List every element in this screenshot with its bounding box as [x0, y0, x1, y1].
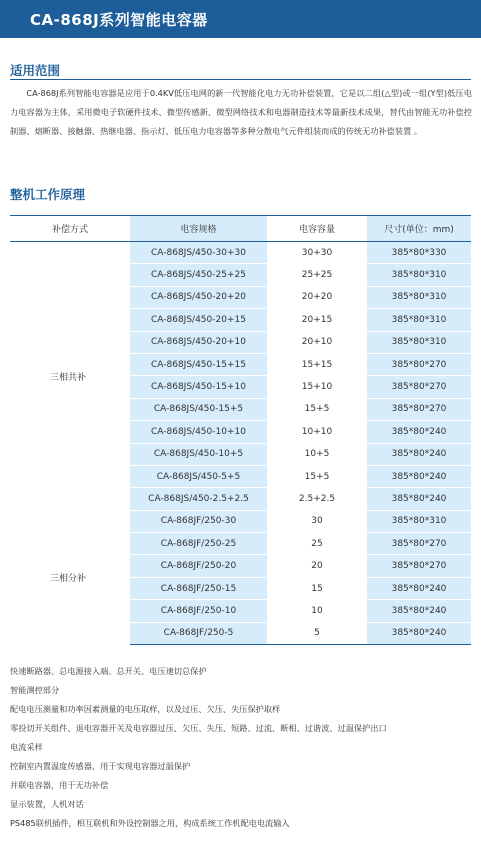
size-cell: 385*80*310 [367, 331, 471, 353]
capacity-cell: 2.5+2.5 [267, 488, 367, 510]
note-line: 智能测控部分 [10, 685, 60, 695]
compensation-mode-cell: 三相共补 [10, 242, 130, 511]
spec-cell: CA-868JF/250-5 [130, 622, 267, 644]
size-cell: 385*80*270 [367, 533, 471, 555]
size-cell: 385*80*240 [367, 443, 471, 465]
capacity-cell: 10+10 [267, 421, 367, 443]
table-row [10, 510, 471, 532]
size-cell: 385*80*240 [367, 600, 471, 622]
size-cell: 385*80*240 [367, 622, 471, 644]
size-cell: 385*80*310 [367, 309, 471, 331]
capacity-cell: 30+30 [267, 242, 367, 264]
spec-cell: CA-868JS/450-5+5 [130, 465, 267, 487]
table-header-row [10, 216, 471, 242]
note-line: 零投切开关组件、退电容器开关及电容器过压、欠压、失压、短路、过流、断相、过谐波、过温保护出口 [10, 723, 387, 733]
header-capacity: 电容容量 [267, 216, 367, 242]
capacity-cell: 10+5 [267, 443, 367, 465]
table-row [10, 242, 471, 264]
size-cell: 385*80*240 [367, 421, 471, 443]
spec-cell: CA-868JF/250-30 [130, 510, 267, 532]
spec-cell: CA-868JF/250-15 [130, 577, 267, 599]
note-line: 显示装置，人机对话 [10, 799, 84, 809]
spec-cell: CA-868JS/450-10+5 [130, 443, 267, 465]
scope-paragraph: CA-868J系列智能电容器是应用于0.4KV低压电网的新一代智能化电力无功补偿装置，它是以二组(△型)或一组(Y型)低压电力电容器为主体，采用微电子软硬件技术、微型传感新、微型网络技术和电器制造技术等最新技术成果，替代由智能无功补偿控制器、熔断器、接触器、热继电器、指示灯、低压电力电容器等多种分散电气元件组装而成的传统无功补偿装置 。 [10, 88, 472, 136]
capacity-cell: 25+25 [267, 264, 367, 286]
size-cell: 385*80*330 [367, 242, 471, 264]
size-cell: 385*80*310 [367, 264, 471, 286]
capacity-cell: 5 [267, 622, 367, 644]
spec-cell: CA-868JS/450-10+10 [130, 421, 267, 443]
spec-cell: CA-868JS/450-15+5 [130, 398, 267, 420]
notes-list [10, 662, 475, 833]
capacity-cell: 10 [267, 600, 367, 622]
header-spec: 电容规格 [130, 216, 267, 242]
size-cell: 385*80*270 [367, 353, 471, 375]
size-cell: 385*80*240 [367, 465, 471, 487]
note-line: 快速断路器、总电源接入端、总开关、电压速切总保护 [10, 666, 207, 676]
note-line: 控制室内置温度传感器，用于实现电容器过温保护 [10, 761, 191, 771]
size-cell: 385*80*270 [367, 398, 471, 420]
capacity-cell: 20 [267, 555, 367, 577]
note-line: 并联电容器，用于无功补偿 [10, 780, 109, 790]
size-cell: 385*80*310 [367, 510, 471, 532]
spec-table [10, 215, 471, 645]
spec-cell: CA-868JS/450-15+15 [130, 353, 267, 375]
capacity-cell: 20+15 [267, 309, 367, 331]
note-line: 电流采样 [10, 742, 43, 752]
capacity-cell: 25 [267, 533, 367, 555]
capacity-cell: 15+15 [267, 353, 367, 375]
spec-cell: CA-868JS/450-25+25 [130, 264, 267, 286]
capacity-cell: 15+5 [267, 465, 367, 487]
size-cell: 385*80*240 [367, 577, 471, 599]
scope-heading: 适用范围 [10, 63, 61, 78]
spec-cell: CA-868JS/450-20+20 [130, 286, 267, 308]
note-line: 配电电压测量和功率因素测量的电压取样，以及过压、欠压、失压保护取样 [10, 704, 281, 714]
spec-cell: CA-868JS/450-15+10 [130, 376, 267, 398]
size-cell: 385*80*240 [367, 488, 471, 510]
capacity-cell: 15+10 [267, 376, 367, 398]
spec-cell: CA-868JS/450-20+10 [130, 331, 267, 353]
spec-table-body [10, 242, 471, 645]
spec-cell: CA-868JF/250-10 [130, 600, 267, 622]
scope-divider [10, 79, 471, 80]
spec-cell: CA-868JS/450-30+30 [130, 242, 267, 264]
header-banner [0, 0, 481, 38]
spec-cell: CA-868JF/250-25 [130, 533, 267, 555]
spec-cell: CA-868JF/250-20 [130, 555, 267, 577]
spec-cell: CA-868JS/450-20+15 [130, 309, 267, 331]
size-cell: 385*80*310 [367, 286, 471, 308]
compensation-mode-cell: 三相分补 [10, 510, 130, 644]
header-size: 尺寸(单位：mm) [367, 216, 471, 242]
capacity-cell: 20+20 [267, 286, 367, 308]
spec-cell: CA-868JS/450-2.5+2.5 [130, 488, 267, 510]
page-title: CA-868J系列智能电容器 [30, 11, 208, 29]
note-line: PS485联机插件，相互联机和外设控制器之用，构成系统工作机配电电流输入 [10, 818, 290, 828]
capacity-cell: 15+5 [267, 398, 367, 420]
size-cell: 385*80*270 [367, 376, 471, 398]
capacity-cell: 20+10 [267, 331, 367, 353]
header-mode: 补偿方式 [10, 216, 130, 242]
capacity-cell: 30 [267, 510, 367, 532]
principle-heading: 整机工作原理 [10, 187, 86, 202]
size-cell: 385*80*270 [367, 555, 471, 577]
capacity-cell: 15 [267, 577, 367, 599]
